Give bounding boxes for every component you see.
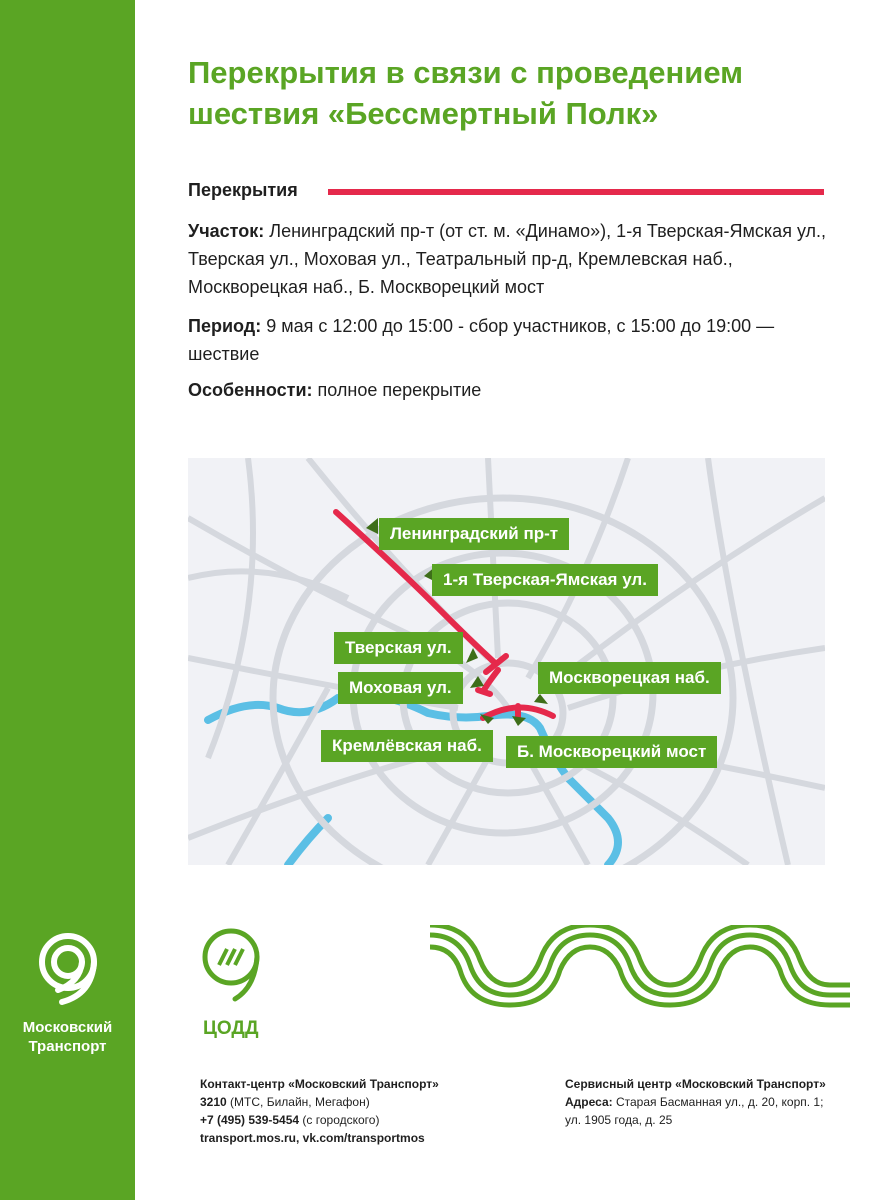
contact-short-number: 3210 [200, 1095, 227, 1109]
brand-line-2: Транспорт [28, 1038, 107, 1055]
service-label: Адреса: [565, 1095, 613, 1109]
contact-title: Контакт-центр «Московский Транспорт» [200, 1077, 439, 1091]
period-info [188, 312, 838, 368]
map-label-leningradsky: Ленинградский пр-т [379, 518, 569, 550]
map-label-tverskaya: Тверская ул. [334, 632, 463, 664]
page-title: Перекрытия в связи с проведением шествия «Бессмертный Полк» [188, 55, 744, 131]
features-label: Особенности: [188, 380, 313, 400]
brand-line-1: Московский [22, 1019, 113, 1036]
sidebar [0, 0, 135, 1200]
service-address-1: Старая Басманная ул., д. 20, корп. 1; [615, 1095, 824, 1109]
closure-section-info [188, 217, 838, 301]
service-center-block [565, 1075, 826, 1129]
contact-phone-note: (с городского) [302, 1113, 380, 1127]
map-label-mokhovaya: Моховая ул. [338, 672, 463, 704]
codd-logo [195, 925, 275, 1040]
codd-label: ЦОДД [203, 1018, 259, 1039]
contact-short-note: (МТС, Билайн, Мегафон) [230, 1095, 370, 1109]
moscow-transport-logo [0, 928, 135, 1056]
moscow-river-wave-icon [430, 925, 850, 1010]
contact-center-block [200, 1075, 439, 1147]
nine-logo-icon [28, 928, 108, 1008]
map-label-moskvoretskaya: Москворецкая наб. [538, 662, 721, 694]
service-address-2: ул. 1905 года, д. 25 [565, 1113, 673, 1127]
features-value: полное перекрытие [317, 380, 482, 400]
section-heading: Перекрытия [188, 180, 298, 200]
contact-links[interactable]: transport.mos.ru, vk.com/transportmos [200, 1131, 425, 1145]
section-label: Участок: [188, 221, 265, 241]
map-label-kremlevskaya: Кремлёвская наб. [321, 730, 493, 762]
period-label: Период: [188, 316, 262, 336]
section-divider [328, 189, 824, 195]
contact-phone[interactable]: +7 (495) 539-5454 [200, 1113, 300, 1127]
period-value: 9 мая с 12:00 до 15:00 - сбор участников, с 15:00 до 19:00 — шествие [188, 316, 775, 364]
service-title: Сервисный центр «Московский Транспорт» [565, 1077, 826, 1091]
codd-logo-icon [195, 925, 275, 1005]
section-value: Ленинградский пр-т (от ст. м. «Динамо»), 1-я Тверская-Ямская ул., Тверская ул., Моховая ул., Театральный пр-д, Кремлевская наб., Москворецкая наб., Б. Москворецкий мост [188, 221, 827, 297]
map-label-tverskaya-yamskaya: 1-я Тверская-Ямская ул. [432, 564, 658, 596]
features-info [188, 376, 838, 404]
map-label-b-moskvoretsky: Б. Москворецкий мост [506, 736, 717, 768]
closure-map [188, 458, 825, 865]
